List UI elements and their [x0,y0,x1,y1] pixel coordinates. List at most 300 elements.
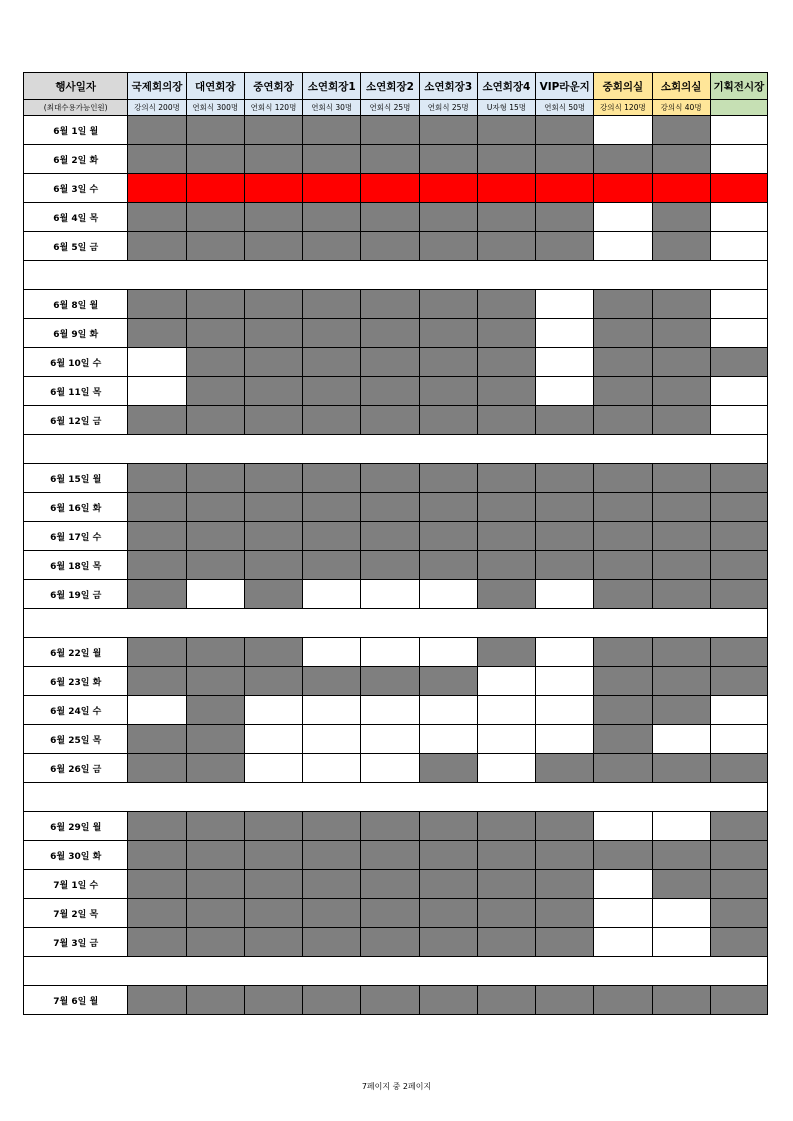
availability-cell [244,551,302,580]
venue-capacity: 강의식 40명 [652,100,710,116]
availability-cell [536,174,594,203]
availability-cell [244,841,302,870]
availability-cell [710,986,767,1015]
week-separator-row [24,261,768,290]
availability-cell [244,696,302,725]
availability-cell [652,145,710,174]
availability-cell [128,377,186,406]
availability-cell [419,348,477,377]
availability-cell [244,232,302,261]
availability-cell [244,638,302,667]
availability-cell [594,551,652,580]
availability-cell [244,116,302,145]
availability-cell [303,928,361,957]
availability-cell [361,754,419,783]
availability-cell [128,899,186,928]
venue-capacity: 강의식 200명 [128,100,186,116]
availability-cell [361,928,419,957]
availability-cell [477,696,535,725]
venue-capacity: 강의식 120명 [594,100,652,116]
schedule-date: 6월 24일 수 [24,696,128,725]
availability-cell [186,638,244,667]
availability-cell [128,348,186,377]
availability-cell [594,667,652,696]
schedule-row [24,638,768,667]
availability-cell [477,348,535,377]
venue-header: 소연회장2 [361,73,419,100]
availability-cell [594,696,652,725]
availability-cell [477,174,535,203]
availability-cell [244,377,302,406]
availability-cell [710,348,767,377]
availability-cell [361,493,419,522]
page-footer: 7페이지 중 2페이지 [361,1082,432,1091]
availability-cell [244,580,302,609]
schedule-row [24,116,768,145]
availability-cell [186,377,244,406]
schedule-date: 6월 12일 금 [24,406,128,435]
availability-cell [419,667,477,696]
availability-cell [477,899,535,928]
availability-cell [652,812,710,841]
availability-cell [536,406,594,435]
schedule-date: 6월 19일 금 [24,580,128,609]
availability-cell [361,522,419,551]
availability-cell [477,145,535,174]
availability-cell [419,725,477,754]
date-column-caption: (최대수용가능인원) [24,100,128,116]
availability-cell [361,667,419,696]
availability-cell [128,725,186,754]
availability-cell [477,870,535,899]
availability-cell [419,841,477,870]
availability-cell [594,522,652,551]
availability-cell [186,174,244,203]
availability-cell [477,377,535,406]
availability-cell [303,203,361,232]
week-separator-row [24,957,768,986]
availability-cell [361,899,419,928]
schedule-row [24,145,768,174]
availability-cell [244,406,302,435]
venue-capacity [710,100,767,116]
availability-cell [594,203,652,232]
availability-cell [477,551,535,580]
availability-cell [477,319,535,348]
availability-cell [594,406,652,435]
venue-header: 중연회장 [244,73,302,100]
schedule-row [24,348,768,377]
availability-cell [303,116,361,145]
schedule-date: 6월 30일 화 [24,841,128,870]
schedule-row [24,754,768,783]
schedule-row [24,812,768,841]
availability-cell [594,754,652,783]
availability-cell [361,290,419,319]
availability-cell [594,638,652,667]
schedule-row [24,493,768,522]
schedule-date: 6월 15일 월 [24,464,128,493]
availability-cell [128,696,186,725]
availability-cell [361,319,419,348]
availability-cell [303,870,361,899]
availability-cell [710,870,767,899]
venue-header: 소연회장4 [477,73,535,100]
availability-cell [128,754,186,783]
availability-cell [710,754,767,783]
venue-header: VIP라운지 [536,73,594,100]
availability-cell [536,754,594,783]
availability-cell [128,406,186,435]
availability-cell [128,638,186,667]
availability-cell [128,174,186,203]
availability-cell [536,319,594,348]
availability-cell [594,348,652,377]
schedule-row [24,174,768,203]
schedule-row [24,580,768,609]
availability-cell [594,928,652,957]
availability-cell [594,319,652,348]
availability-cell [186,667,244,696]
venue-header: 소연회장3 [419,73,477,100]
availability-cell [594,986,652,1015]
availability-cell [303,145,361,174]
availability-cell [128,986,186,1015]
availability-cell [186,928,244,957]
availability-cell [419,377,477,406]
availability-cell [419,638,477,667]
availability-cell [419,899,477,928]
availability-cell [477,290,535,319]
availability-cell [419,754,477,783]
availability-cell [652,725,710,754]
availability-cell [477,464,535,493]
availability-cell [477,406,535,435]
availability-cell [652,638,710,667]
availability-cell [594,725,652,754]
availability-cell [244,319,302,348]
availability-cell [594,377,652,406]
availability-cell [710,493,767,522]
availability-cell [652,551,710,580]
availability-cell [128,870,186,899]
availability-cell [477,493,535,522]
availability-cell [303,580,361,609]
schedule-row [24,696,768,725]
schedule-date: 6월 23일 화 [24,667,128,696]
availability-cell [244,986,302,1015]
availability-cell [303,232,361,261]
availability-cell [244,725,302,754]
availability-cell [419,203,477,232]
availability-cell [477,667,535,696]
availability-cell [186,116,244,145]
availability-cell [710,464,767,493]
availability-cell [244,290,302,319]
availability-cell [361,696,419,725]
availability-cell [419,870,477,899]
availability-cell [128,319,186,348]
availability-cell [303,377,361,406]
availability-cell [652,841,710,870]
availability-cell [477,232,535,261]
schedule-date: 6월 29일 월 [24,812,128,841]
schedule-date: 7월 1일 수 [24,870,128,899]
availability-cell [419,580,477,609]
schedule-date: 6월 5일 금 [24,232,128,261]
availability-cell [536,812,594,841]
availability-cell [710,841,767,870]
availability-cell [361,406,419,435]
availability-cell [303,551,361,580]
schedule-date: 6월 9일 화 [24,319,128,348]
availability-cell [710,899,767,928]
availability-cell [710,928,767,957]
schedule-date: 6월 11일 목 [24,377,128,406]
availability-cell [244,754,302,783]
availability-cell [303,812,361,841]
availability-cell [477,812,535,841]
availability-cell [536,203,594,232]
availability-cell [652,754,710,783]
availability-cell [710,725,767,754]
availability-cell [710,551,767,580]
availability-cell [186,522,244,551]
schedule-row [24,841,768,870]
availability-cell [710,116,767,145]
availability-cell [652,870,710,899]
availability-cell [710,232,767,261]
availability-cell [536,696,594,725]
schedule-date: 6월 22일 월 [24,638,128,667]
schedule-row [24,870,768,899]
availability-cell [186,899,244,928]
availability-cell [477,116,535,145]
availability-cell [536,116,594,145]
venue-header: 중회의실 [594,73,652,100]
schedule-date: 6월 16일 화 [24,493,128,522]
availability-cell [128,812,186,841]
availability-cell [128,551,186,580]
availability-cell [128,493,186,522]
availability-cell [419,551,477,580]
availability-cell [710,406,767,435]
availability-cell [652,406,710,435]
availability-cell [419,493,477,522]
availability-cell [186,812,244,841]
availability-cell [244,348,302,377]
availability-cell [244,870,302,899]
availability-cell [128,290,186,319]
schedule-date: 6월 8일 월 [24,290,128,319]
availability-cell [536,464,594,493]
availability-cell [652,928,710,957]
venue-capacity: U자형 15명 [477,100,535,116]
schedule-date: 7월 2일 목 [24,899,128,928]
availability-cell [361,580,419,609]
availability-cell [536,522,594,551]
venue-header: 국제회의장 [128,73,186,100]
availability-cell [303,754,361,783]
availability-cell [361,232,419,261]
availability-cell [594,580,652,609]
availability-cell [419,406,477,435]
availability-cell [710,203,767,232]
availability-cell [303,986,361,1015]
availability-cell [477,638,535,667]
availability-cell [536,899,594,928]
venue-capacity: 연회식 300명 [186,100,244,116]
availability-cell [361,870,419,899]
availability-cell [536,928,594,957]
availability-cell [303,725,361,754]
availability-cell [244,928,302,957]
availability-cell [361,203,419,232]
availability-cell [128,841,186,870]
availability-cell [536,667,594,696]
availability-cell [710,174,767,203]
availability-cell [244,493,302,522]
availability-cell [536,290,594,319]
availability-cell [536,232,594,261]
availability-cell [652,464,710,493]
availability-cell [186,870,244,899]
availability-cell [652,319,710,348]
availability-cell [128,580,186,609]
availability-cell [477,725,535,754]
date-column-header: 행사일자 [24,73,128,100]
availability-cell [536,841,594,870]
availability-cell [710,522,767,551]
week-separator [24,435,768,464]
availability-cell [477,841,535,870]
availability-cell [710,319,767,348]
availability-cell [652,174,710,203]
availability-cell [186,986,244,1015]
availability-cell [361,551,419,580]
availability-cell [244,203,302,232]
availability-cell [710,377,767,406]
availability-cell [477,928,535,957]
availability-cell [652,522,710,551]
availability-cell [303,522,361,551]
availability-cell [652,667,710,696]
availability-cell [186,725,244,754]
availability-cell [244,464,302,493]
schedule-row [24,406,768,435]
availability-cell [303,348,361,377]
availability-cell [128,928,186,957]
availability-cell [536,870,594,899]
availability-cell [710,580,767,609]
availability-cell [594,232,652,261]
availability-cell [536,145,594,174]
availability-cell [594,870,652,899]
availability-cell [303,696,361,725]
availability-cell [244,812,302,841]
availability-cell [594,290,652,319]
availability-cell [303,493,361,522]
venue-capacity: 연회식 25명 [361,100,419,116]
availability-cell [710,812,767,841]
availability-cell [186,203,244,232]
availability-cell [244,174,302,203]
availability-cell [594,493,652,522]
availability-cell [652,116,710,145]
availability-cell [128,667,186,696]
schedule-date: 6월 4일 목 [24,203,128,232]
availability-cell [710,638,767,667]
availability-cell [594,116,652,145]
availability-cell [477,754,535,783]
availability-cell [128,116,186,145]
availability-cell [186,551,244,580]
availability-cell [186,841,244,870]
availability-cell [361,174,419,203]
schedule-body [24,116,768,1015]
availability-cell [244,145,302,174]
availability-cell [419,464,477,493]
schedule-row [24,319,768,348]
availability-cell [419,319,477,348]
schedule-date: 7월 3일 금 [24,928,128,957]
availability-cell [361,725,419,754]
availability-cell [477,203,535,232]
availability-cell [128,464,186,493]
availability-cell [419,116,477,145]
availability-cell [419,174,477,203]
availability-cell [303,406,361,435]
availability-cell [361,145,419,174]
availability-cell [186,754,244,783]
availability-cell [652,203,710,232]
week-separator-row [24,609,768,638]
availability-cell [594,812,652,841]
availability-cell [594,899,652,928]
availability-cell [536,348,594,377]
availability-cell [477,580,535,609]
availability-cell [536,493,594,522]
availability-cell [186,290,244,319]
availability-cell [536,638,594,667]
schedule-row [24,464,768,493]
availability-cell [128,232,186,261]
schedule-date: 6월 2일 화 [24,145,128,174]
availability-cell [186,319,244,348]
schedule-date: 6월 26일 금 [24,754,128,783]
availability-cell [594,145,652,174]
venue-header-row [24,73,768,100]
availability-cell [186,232,244,261]
availability-cell [652,377,710,406]
availability-cell [303,290,361,319]
schedule-date: 6월 18일 목 [24,551,128,580]
week-separator-row [24,783,768,812]
availability-cell [419,290,477,319]
availability-cell [477,986,535,1015]
availability-cell [303,174,361,203]
availability-cell [186,145,244,174]
availability-cell [303,841,361,870]
availability-cell [652,580,710,609]
availability-cell [128,203,186,232]
venue-availability-table [23,72,768,1015]
availability-cell [594,174,652,203]
schedule-date: 6월 3일 수 [24,174,128,203]
availability-cell [186,696,244,725]
venue-header: 소회의실 [652,73,710,100]
availability-cell [303,899,361,928]
